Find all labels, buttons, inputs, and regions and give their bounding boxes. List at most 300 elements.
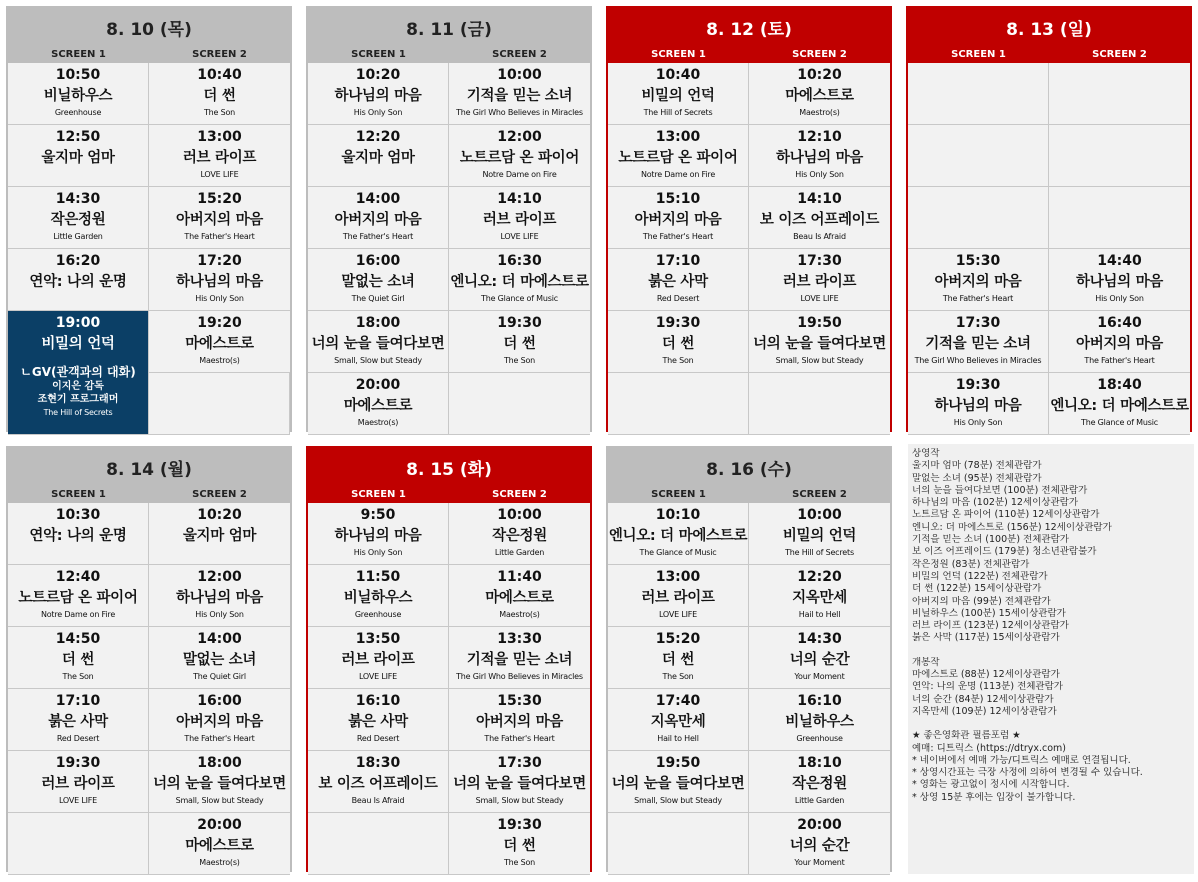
movie-title-en: The Father's Heart [484, 734, 555, 743]
movie-title-en: The Son [662, 672, 694, 681]
movie-title-en: His Only Son [1095, 294, 1144, 303]
movie-title-ko: 더 썬 [503, 838, 536, 854]
movie-title-ko: 연악: 나의 운명 [29, 274, 127, 290]
info-line: * 상영시간표는 극장 사정에 의하여 변경될 수 있습니다. [912, 767, 1143, 779]
movie-title-ko: 비밀의 언덕 [41, 336, 115, 352]
day-date: 8. 13 (일) [1006, 19, 1092, 40]
showtime: 12:40 [55, 569, 101, 585]
day-panel [6, 6, 292, 432]
screen-label: SCREEN 1 [351, 489, 406, 500]
movie-title-ko: 너의 눈을 들여다보면 [753, 336, 886, 352]
gv-guest: 조현기 프로그래머 [37, 394, 119, 405]
day-panel [306, 446, 592, 872]
showtime: 17:30 [797, 253, 842, 269]
movie-title-en: Notre Dame on Fire [482, 170, 557, 179]
showtime: 12:10 [797, 129, 842, 145]
showtime: 10:10 [655, 507, 701, 523]
showtime: 10:40 [197, 67, 242, 83]
showtime: 14:00 [355, 191, 401, 207]
info-line: 더 썬 (122분) 15세이상관람가 [912, 583, 1042, 595]
movie-title-ko: 작은정원 [792, 776, 847, 792]
showtime: 20:00 [197, 817, 242, 833]
showtime-cell[interactable] [308, 63, 449, 125]
showtime-cell[interactable] [449, 565, 590, 627]
showtime-grid [8, 63, 290, 435]
info-line: 마에스트로 (88분) 12세이상관람가 [912, 669, 1060, 681]
showtime: 19:30 [655, 315, 701, 331]
showtime-cell[interactable] [8, 689, 149, 751]
info-panel [908, 444, 1194, 874]
showtime-cell[interactable] [149, 63, 290, 125]
movie-title-en: His Only Son [953, 418, 1003, 427]
movie-title-ko: 아버지의 마음 [476, 714, 563, 730]
movie-title-ko: 더 썬 [661, 336, 695, 352]
screen-header-row [608, 486, 890, 503]
movie-title-ko: 지옥만세 [792, 590, 847, 606]
showtime-cell [908, 187, 1049, 249]
showtime-cell[interactable] [608, 689, 749, 751]
movie-title-ko: 비닐하우스 [343, 590, 413, 606]
movie-title-ko: 하나님의 마음 [176, 274, 263, 290]
showtime: 10:00 [797, 507, 842, 523]
showtime-grid [608, 63, 890, 435]
movie-title-en: The Father's Heart [642, 232, 714, 241]
movie-title-ko: 너의 순간 [789, 652, 850, 668]
showtime-cell[interactable] [149, 503, 290, 565]
showtime: 12:00 [197, 569, 242, 585]
showtime: 10:40 [655, 67, 701, 83]
showtime-cell[interactable] [749, 125, 890, 187]
day-date: 8. 14 (월) [106, 459, 192, 480]
info-line: 붉은 사막 (117분) 15세이상관람가 [912, 632, 1060, 644]
showtime-cell[interactable] [8, 751, 149, 813]
special-screening-cell[interactable] [8, 311, 149, 435]
day-date: 8. 15 (화) [406, 459, 492, 480]
showtime-cell[interactable] [749, 249, 890, 311]
movie-title-ko: 더 썬 [661, 652, 695, 668]
showtime-cell[interactable] [449, 503, 590, 565]
showtime: 17:10 [655, 253, 701, 269]
showtime-cell[interactable] [749, 311, 890, 373]
screen-label: SCREEN 2 [492, 49, 547, 60]
info-line: 말없는 소녀 (95분) 전체관람가 [912, 472, 1042, 484]
showtime-cell [608, 813, 749, 875]
info-line: * 네이버에서 예매 가능/디트릭스 예매로 연결됩니다. [912, 754, 1131, 766]
movie-title-en: Maestro(s) [357, 418, 399, 427]
movie-title-en: The Son [662, 356, 694, 365]
movie-title-en: Red Desert [656, 294, 700, 303]
showtime-cell[interactable] [608, 751, 749, 813]
showtime: 17:30 [497, 755, 542, 771]
movie-title-ko: 너의 눈을 들여다보면 [311, 336, 445, 352]
movie-title-en: Small, Slow but Steady [334, 356, 422, 365]
showtime-cell[interactable] [1049, 373, 1190, 435]
showtime-cell [908, 63, 1049, 125]
showtime-cell[interactable] [749, 565, 890, 627]
showtime: 14:40 [1097, 253, 1142, 269]
showtime: 16:40 [1097, 315, 1142, 331]
movie-title-ko: 붉은 사막 [648, 274, 708, 290]
day-panel [306, 6, 592, 432]
showtime: 16:30 [497, 253, 542, 269]
showtime: 10:50 [55, 67, 101, 83]
info-line: 너의 눈을 들여다보면 (100분) 전체관람가 [912, 484, 1088, 496]
movie-title-ko: 러브 라이프 [641, 590, 715, 606]
movie-title-en: Red Desert [56, 734, 100, 743]
showtime: 15:30 [955, 253, 1001, 269]
movie-title-ko: 기적을 믿는 소녀 [466, 88, 573, 104]
showtime-grid [308, 503, 590, 875]
movie-title-ko: 붉은 사막 [348, 714, 408, 730]
showtime: 14:30 [797, 631, 842, 647]
movie-title-ko: 더 썬 [61, 652, 95, 668]
showtime-cell[interactable] [908, 373, 1049, 435]
movie-title-ko: 더 썬 [203, 88, 236, 104]
showtime: 11:40 [497, 569, 542, 585]
movie-title-ko: 하나님의 마음 [776, 150, 863, 166]
movie-title-ko: 비닐하우스 [43, 88, 113, 104]
movie-title-en: Red Desert [356, 734, 400, 743]
info-line: 연악: 나의 운명 (113분) 전체관람가 [912, 681, 1063, 693]
movie-title-ko: 너의 눈을 들여다보면 [611, 776, 745, 792]
showtime-cell[interactable] [308, 751, 449, 813]
movie-title-en: The Father's Heart [184, 734, 255, 743]
movie-title-ko: 더 썬 [503, 336, 536, 352]
showtime: 12:20 [797, 569, 842, 585]
movie-title-en: The Son [503, 858, 536, 867]
showtime-cell[interactable] [608, 63, 749, 125]
showtime: 11:50 [355, 569, 401, 585]
screen-header-row [908, 46, 1190, 63]
movie-title-en: Hail to Hell [798, 610, 841, 619]
showtime-cell[interactable] [8, 187, 149, 249]
movie-title-ko: 러브 라이프 [41, 776, 115, 792]
movie-title-en: The Son [62, 672, 94, 681]
movie-title-en: LOVE LIFE [800, 294, 839, 303]
movie-title-ko: 하나님의 마음 [334, 528, 422, 544]
info-line: * 상영 15분 후에는 입장이 불가합니다. [912, 791, 1076, 803]
showtime-cell [8, 813, 149, 875]
info-line: 러브 라이프 (123분) 12세이상관람가 [912, 620, 1069, 632]
info-line: 상영작 [912, 448, 940, 459]
showtime-cell[interactable] [149, 249, 290, 311]
movie-title-en: Maestro(s) [499, 610, 540, 619]
movie-title-en: Hail to Hell [657, 734, 699, 743]
spacer [912, 718, 1190, 730]
showtime-cell[interactable] [149, 751, 290, 813]
movie-title-en: Notre Dame on Fire [640, 170, 716, 179]
showtime-cell [449, 373, 590, 435]
movie-title-ko: 보 이즈 어프레이드 [759, 212, 880, 228]
showtime-cell[interactable] [8, 249, 149, 311]
screen-header-row [308, 46, 590, 63]
showtime-cell[interactable] [608, 503, 749, 565]
movie-title-en: Small, Slow but Steady [775, 356, 864, 365]
movie-title-en: Little Garden [53, 232, 103, 241]
movie-title-en: Maestro(s) [799, 108, 840, 117]
day-panel [606, 446, 892, 872]
showtime-cell[interactable] [308, 311, 449, 373]
day-date: 8. 12 (토) [706, 19, 792, 40]
showtime: 19:50 [797, 315, 842, 331]
showtime: 18:30 [355, 755, 401, 771]
day-date: 8. 11 (금) [406, 19, 492, 40]
showtime: 16:10 [797, 693, 842, 709]
showtime-cell[interactable] [749, 503, 890, 565]
showtime: 10:20 [797, 67, 842, 83]
info-line: 울지마 엄마 (78분) 전체관람가 [912, 460, 1042, 472]
movie-title-ko: 노트르담 온 파이어 [18, 590, 138, 606]
movie-title-ko: 붉은 사막 [48, 714, 108, 730]
showtime: 10:20 [197, 507, 242, 523]
showtime-cell[interactable] [608, 565, 749, 627]
showtime-cell[interactable] [749, 689, 890, 751]
showtime-cell[interactable] [149, 689, 290, 751]
showtime: 18:40 [1097, 377, 1142, 393]
movie-title-ko: 마에스트로 [485, 590, 554, 606]
movie-title-ko: 아버지의 마음 [176, 212, 263, 228]
movie-title-ko: 하나님의 마음 [1076, 274, 1163, 290]
showtime-cell[interactable] [8, 63, 149, 125]
screen-label: SCREEN 1 [51, 49, 106, 60]
movie-title-en: Small, Slow but Steady [634, 796, 722, 805]
showtime-grid [308, 63, 590, 435]
showtime-cell[interactable] [308, 627, 449, 689]
showtime-cell[interactable] [908, 249, 1049, 311]
info-line: * 영화는 광고없이 정시에 시작합니다. [912, 779, 1070, 791]
showtime: 14:50 [55, 631, 101, 647]
showtime-cell[interactable] [449, 689, 590, 751]
showtime-cell[interactable] [449, 627, 590, 689]
movie-title-ko: 작은정원 [50, 212, 106, 228]
movie-title-ko: 너의 순간 [789, 838, 850, 854]
screen-label: SCREEN 1 [51, 489, 106, 500]
showtime-cell[interactable] [608, 249, 749, 311]
movie-title-ko: 노트르담 온 파이어 [618, 150, 738, 166]
showtime-cell[interactable] [8, 565, 149, 627]
movie-title-en: The Quiet Girl [351, 294, 405, 303]
movie-title-en: LOVE LIFE [658, 610, 698, 619]
movie-title-en: The Father's Heart [342, 232, 414, 241]
movie-title-ko: 노트르담 온 파이어 [459, 150, 580, 166]
showtime: 14:30 [55, 191, 101, 207]
info-line: 작은정원 (83분) 전체관람가 [912, 558, 1030, 570]
movie-title-en: The Son [503, 356, 536, 365]
showtime-cell[interactable] [308, 187, 449, 249]
info-line: ★ 좋은영화관 필름포럼 ★ [912, 730, 1021, 742]
movie-title-ko: 러브 라이프 [182, 150, 257, 166]
gv-guest: 이지은 감독 [52, 381, 104, 392]
showtime-cell[interactable] [449, 249, 590, 311]
showtime-cell[interactable] [308, 565, 449, 627]
showtime-cell[interactable] [308, 125, 449, 187]
movie-title-en: Your Moment [794, 858, 845, 867]
movie-title-ko: 엔니오: 더 마에스트로 [450, 274, 589, 290]
showtime: 15:20 [655, 631, 701, 647]
movie-title-en: Maestro(s) [199, 356, 240, 365]
movie-title-en: Greenhouse [796, 734, 843, 743]
showtime-cell [608, 373, 749, 435]
showtime-cell[interactable] [608, 187, 749, 249]
showtime: 10:30 [55, 507, 101, 523]
showtime: 15:30 [497, 693, 542, 709]
spacer [912, 645, 1190, 657]
showtime-grid [8, 503, 290, 875]
movie-title-en: The Father's Heart [1084, 356, 1155, 365]
showtime: 19:20 [197, 315, 242, 331]
movie-title-ko: 비닐하우스 [785, 714, 854, 730]
screen-label: SCREEN 1 [651, 489, 706, 500]
movie-title-ko: 작은정원 [492, 528, 547, 544]
showtime-cell [1049, 63, 1190, 125]
movie-title-en: Beau Is Afraid [351, 796, 405, 805]
info-line: 너의 순간 (84분) 12세이상관람가 [912, 693, 1054, 705]
showtime-cell[interactable] [149, 627, 290, 689]
showtime-cell[interactable] [149, 187, 290, 249]
screen-label: SCREEN 1 [951, 49, 1006, 60]
showtime: 17:10 [55, 693, 101, 709]
showtime-cell [1049, 125, 1190, 187]
showtime: 17:20 [197, 253, 242, 269]
showtime: 15:10 [655, 191, 701, 207]
movie-title-en: His Only Son [195, 294, 244, 303]
showtime-cell[interactable] [149, 813, 290, 875]
movie-title-en: LOVE LIFE [500, 232, 539, 241]
showtime-cell[interactable] [449, 63, 590, 125]
movie-title-en: Your Moment [794, 672, 845, 681]
movie-title-ko: 마에스트로 [343, 398, 413, 414]
showtime-cell[interactable] [749, 813, 890, 875]
showtime: 19:30 [497, 315, 542, 331]
showtime-cell[interactable] [608, 125, 749, 187]
movie-title-ko: 하나님의 마음 [334, 88, 422, 104]
movie-title-ko: 마에스트로 [185, 336, 254, 352]
info-line: 보 이즈 어프레이드 (179분) 청소년관람불가 [912, 546, 1097, 558]
movie-title-en: LOVE LIFE [58, 796, 98, 805]
showtime-cell[interactable] [8, 627, 149, 689]
showtime-cell[interactable] [449, 125, 590, 187]
movie-title-ko: 아버지의 마음 [334, 212, 422, 228]
showtime-cell[interactable] [449, 813, 590, 875]
showtime-cell[interactable] [749, 63, 890, 125]
info-line: 개봉작 [912, 656, 940, 668]
showtime-cell[interactable] [608, 311, 749, 373]
movie-title-ko: 하나님의 마음 [176, 590, 263, 606]
showtime-cell[interactable] [449, 751, 590, 813]
showtime: 14:00 [197, 631, 242, 647]
showtime: 16:10 [355, 693, 401, 709]
movie-title-en: The Glance of Music [639, 548, 717, 557]
showtime-cell [749, 373, 890, 435]
screen-header-row [308, 486, 590, 503]
screen-label: SCREEN 2 [492, 489, 547, 500]
movie-title-ko: 울지마 엄마 [41, 150, 115, 166]
showtime: 10:00 [497, 67, 542, 83]
day-panel [906, 6, 1192, 432]
movie-title-ko: 엔니오: 더 마에스트로 [608, 528, 748, 544]
showtime-cell[interactable] [449, 311, 590, 373]
movie-title-en: The Hill of Secrets [785, 548, 854, 557]
showtime: 16:00 [355, 253, 401, 269]
showtime-cell[interactable] [149, 565, 290, 627]
movie-title-en: Little Garden [494, 548, 545, 557]
info-line: 엔니오: 더 마에스트로 (156분) 12세이상관람가 [912, 521, 1112, 533]
showtime-cell[interactable] [1049, 249, 1190, 311]
showtime-cell[interactable] [8, 125, 149, 187]
showtime-cell[interactable] [608, 627, 749, 689]
showtime: 13:50 [355, 631, 401, 647]
showtime: 17:40 [655, 693, 701, 709]
screen-label: SCREEN 1 [351, 49, 406, 60]
movie-title-en: The Hill of Secrets [43, 408, 113, 417]
movie-title-en: LOVE LIFE [200, 170, 239, 179]
movie-title-en: The Son [203, 108, 236, 117]
screen-label: SCREEN 2 [192, 49, 247, 60]
movie-title-ko: 마에스트로 [785, 88, 854, 104]
movie-title-ko: 러브 라이프 [482, 212, 557, 228]
screen-header-row [8, 486, 290, 503]
movie-title-en: Greenhouse [54, 108, 102, 117]
showtime: 15:20 [197, 191, 242, 207]
showtime-cell[interactable] [749, 751, 890, 813]
movie-title-ko: 너의 눈을 들여다보면 [453, 776, 586, 792]
gv-note: ㄴGV(관객과의 대화) [20, 365, 136, 379]
showtime-cell[interactable] [308, 373, 449, 435]
movie-title-en: His Only Son [353, 108, 403, 117]
movie-title-en: The Girl Who Believes in Miracles [456, 672, 583, 681]
movie-title-ko: 비밀의 언덕 [782, 528, 857, 544]
info-line: 지옥만세 (109분) 12세이상관람가 [912, 705, 1057, 717]
showtime: 10:20 [355, 67, 401, 83]
showtime-cell[interactable] [308, 249, 449, 311]
showtime: 9:50 [360, 507, 396, 523]
showtime-cell[interactable] [749, 187, 890, 249]
showtime-cell[interactable] [308, 689, 449, 751]
showtime-cell[interactable] [449, 187, 590, 249]
movie-title-en: Greenhouse [354, 610, 402, 619]
movie-title-ko: 아버지의 마음 [176, 714, 263, 730]
showtime-cell[interactable] [149, 311, 290, 373]
screen-label: SCREEN 2 [792, 489, 847, 500]
movie-title-ko: 아버지의 마음 [934, 274, 1022, 290]
showtime: 19:30 [55, 755, 101, 771]
showtime: 20:00 [355, 377, 401, 393]
movie-title-ko: 기적을 믿는 소녀 [466, 652, 573, 668]
showtime-cell [308, 813, 449, 875]
showtime: 18:00 [197, 755, 242, 771]
movie-title-en: LOVE LIFE [358, 672, 398, 681]
movie-title-en: The Quiet Girl [193, 672, 246, 681]
screen-label: SCREEN 2 [1092, 49, 1147, 60]
movie-title-ko: 아버지의 마음 [1076, 336, 1163, 352]
showtime-cell[interactable] [908, 311, 1049, 373]
movie-title-en: Notre Dame on Fire [40, 610, 116, 619]
movie-title-ko: 엔니오: 더 마에스트로 [1050, 398, 1189, 414]
showtime-cell[interactable] [8, 503, 149, 565]
showtime: 18:10 [797, 755, 842, 771]
showtime: 13:00 [655, 569, 701, 585]
showtime-cell[interactable] [749, 627, 890, 689]
showtime: 19:50 [655, 755, 701, 771]
showtime-cell[interactable] [149, 125, 290, 187]
showtime: 13:00 [197, 129, 242, 145]
screen-label: SCREEN 2 [792, 49, 847, 60]
movie-title-ko: 비밀의 언덕 [641, 88, 715, 104]
info-line: 하나님의 마음 (102분) 12세이상관람가 [912, 497, 1078, 509]
showtime-cell[interactable] [308, 503, 449, 565]
movie-title-ko: 기적을 믿는 소녀 [925, 336, 1031, 352]
showtime-cell[interactable] [1049, 311, 1190, 373]
